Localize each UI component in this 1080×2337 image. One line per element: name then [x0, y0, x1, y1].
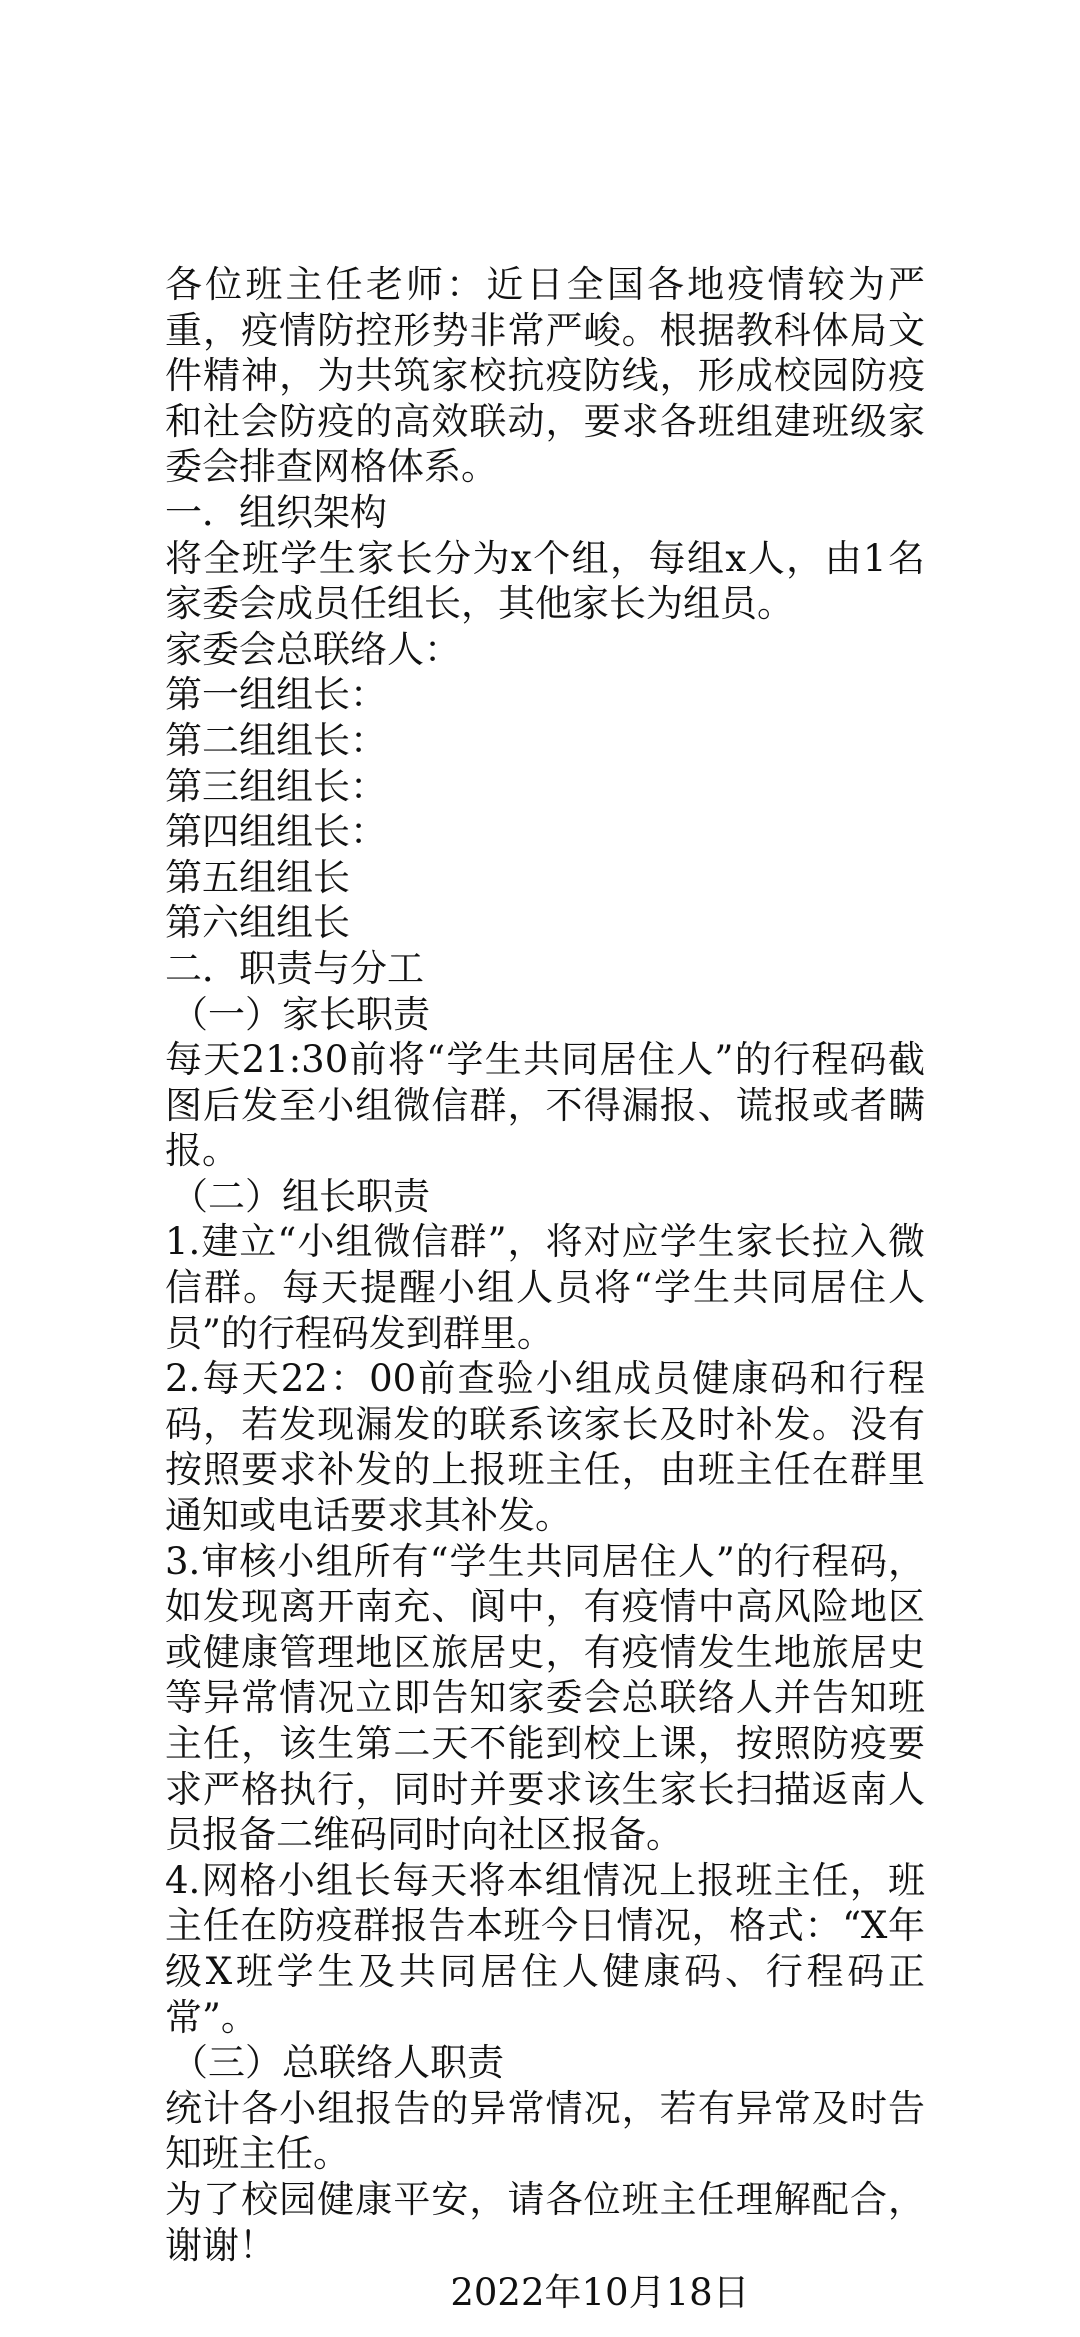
leader-duty-item: 3.审核小组所有“学生共同居住人”的行程码，如发现离开南充、阆中，有疫情中高风险地区或健康管理地区旅居史，有疫情发生地旅居史等异常情况立即告知家委会总联络人并告知班主任，该生第二天不能到校上课，按照防疫要求严格执行，同时并要求该生家长扫描返南人员报备二维码同时向社区报备。: [165, 1539, 925, 1857]
contact-person-line: 家委会总联络人：: [165, 627, 461, 671]
leader-duty-item: 2.每天22：00前查验小组成员健康码和行程码，若发现漏发的联系该家长及时补发。没有按照要求补发的上报班主任，由班主任在群里通知或电话要求其补发。: [165, 1357, 925, 1538]
group-leader-line: 第四组组长：: [165, 810, 387, 854]
parent-duties-paragraph: 每天21:30前将“学生共同居住人”的行程码截图后发至小组微信群，不得漏报、谎报或者瞒报。: [165, 1038, 925, 1173]
contact-duties-paragraph: 统计各小组报告的异常情况，若有异常及时告知班主任。: [165, 2086, 925, 2176]
group-leader-line: 第一组组长：: [165, 673, 387, 717]
document-date: 2022年10月18日: [450, 2271, 750, 2315]
subheading-contact-duties: （三）总联络人职责: [171, 2041, 504, 2085]
group-leader-line: 第二组组长：: [165, 718, 387, 762]
group-leader-line: 第五组组长: [165, 855, 350, 899]
leader-duty-item: 1.建立“小组微信群”，将对应学生家长拉入微信群。每天提醒小组人员将“学生共同居住人员”的行程码发到群里。: [165, 1220, 925, 1355]
section-heading-organization: 一．组织架构: [165, 490, 387, 534]
organization-paragraph: 将全班学生家长分为x个组，每组x人，由1名家委会成员任组长，其他家长为组员。: [165, 536, 925, 626]
group-leader-line: 第三组组长：: [165, 764, 387, 808]
subheading-leader-duties: （二）组长职责: [171, 1174, 430, 1218]
intro-paragraph: 各位班主任老师：近日全国各地疫情较为严重，疫情防控形势非常严峻。根据教科体局文件精神，为共筑家校抗疫防线，形成校园防疫和社会防疫的高效联动，要求各班组建班级家委会排查网格体系。: [165, 263, 925, 489]
group-leader-line: 第六组组长: [165, 901, 350, 945]
closing-paragraph: 为了校园健康平安，请各位班主任理解配合，谢谢！: [165, 2177, 925, 2267]
section-heading-duties: 二．职责与分工: [165, 946, 424, 990]
notice-body: [165, 262, 925, 2316]
subheading-parent-duties: （一）家长职责: [171, 992, 430, 1036]
leader-duty-item: 4.网格小组长每天将本组情况上报班主任，班主任在防疫群报告本班今日情况，格式：“X年级X班学生及共同居住人健康码、行程码正常”。: [165, 1858, 925, 2039]
